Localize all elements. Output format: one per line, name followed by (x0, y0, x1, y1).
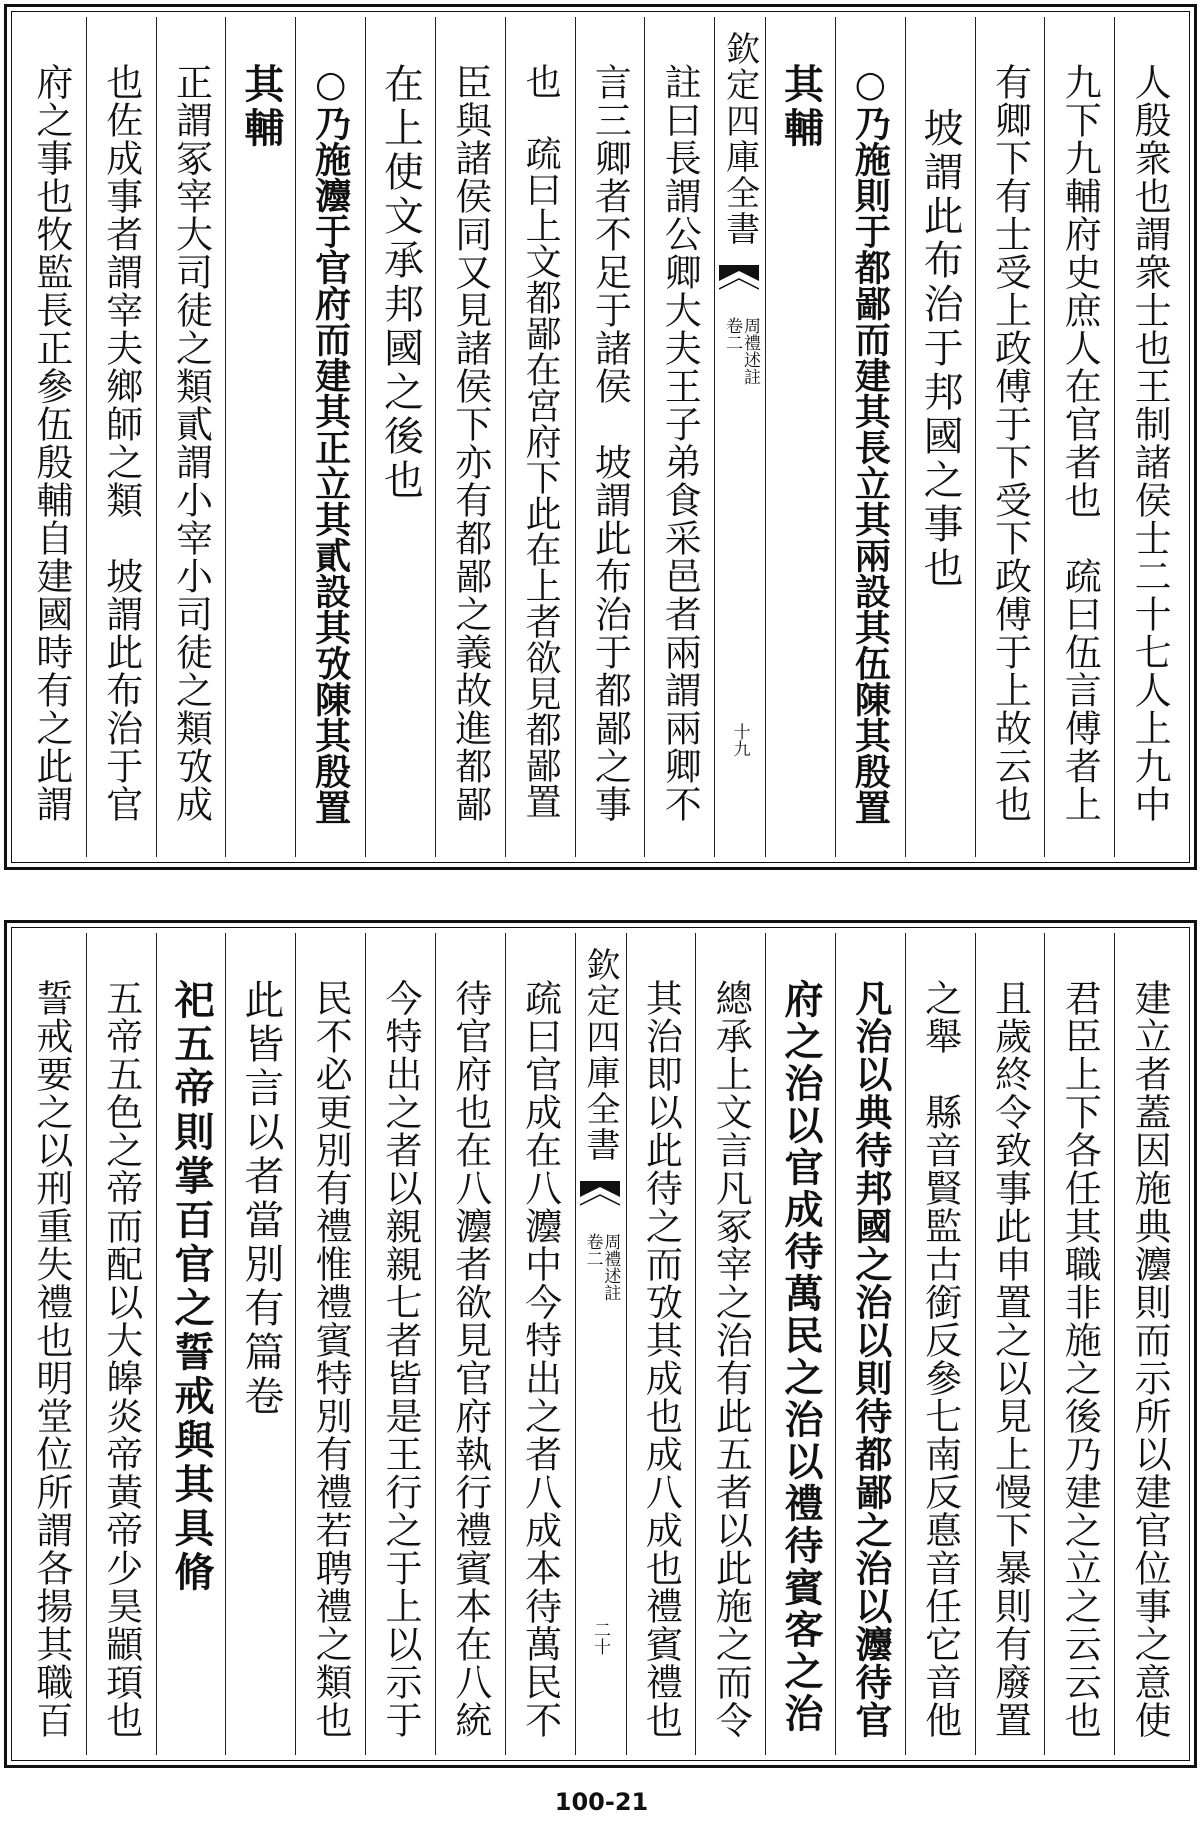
text-column (1044, 17, 1114, 857)
text-column (765, 933, 835, 1755)
book-title: 周禮述註 (739, 317, 760, 385)
column-text-main: 凡治以典待邦國之治以則待都鄙之治以灋待官 (848, 979, 893, 1739)
column-text: 總承上文言凡冢宰之治有此五者以此施之而令 (709, 979, 753, 1739)
column-text: 九下九輔府史庶人在官者也 疏曰伍言傅者上 (1058, 63, 1102, 823)
text-column (86, 17, 156, 857)
text-column (644, 17, 714, 857)
volume-label: 卷二 (722, 317, 743, 351)
column-text: 君臣上下各任其職非施之後乃建之立之云云也 (1058, 979, 1102, 1739)
column-text: 註曰長謂公卿大夫王子弟食采邑者兩謂兩卿不 (658, 63, 702, 823)
book-title-volume (583, 1233, 619, 1301)
text-column (17, 933, 86, 1755)
column-text: 今特出之者以親親七者皆是王行之于上以示于 (378, 979, 422, 1739)
text-column (575, 17, 645, 857)
lower-page-frame (4, 920, 1197, 1768)
collection-title: 欽定四庫全書 (580, 947, 620, 1163)
lower-columns (17, 933, 1184, 1755)
book-title-volume (722, 317, 758, 385)
text-column (905, 933, 975, 1755)
text-column (765, 17, 835, 857)
column-text: 待官府也在八灋者欲見官府執行禮賓本在八統 (448, 979, 492, 1739)
column-text: 且歲終令致事此申置之以見上慢下暴則有廢置 (988, 979, 1032, 1739)
text-column (295, 17, 365, 857)
column-text: 府之事也牧監長正參伍殷輔自建國時有之此謂 (29, 63, 73, 823)
column-text-main: 祀五帝則掌百官之誓戒與其具脩 (168, 979, 216, 1595)
column-text: 五帝五色之帝而配以大皞炎帝黃帝少昊顓頊也 (99, 979, 143, 1739)
text-column (626, 933, 696, 1755)
text-column (835, 933, 905, 1755)
page-number: 十九 (729, 723, 750, 757)
column-text-main: 府之治以官成待萬民之治以禮待賓客之治 (778, 979, 825, 1735)
text-column (86, 933, 156, 1755)
fish-tail-ornament-icon (719, 265, 759, 303)
column-text-main: 其輔 (237, 63, 285, 151)
text-column (435, 933, 505, 1755)
column-text: 也佐成事者謂宰夫鄉師之類 坡謂此布治于官 (99, 63, 143, 823)
page-number: 二十 (590, 1621, 610, 1655)
volume-label: 卷二 (582, 1233, 603, 1267)
column-text: 建立者蓋因施典灋則而示所以建官位事之意使 (1128, 979, 1172, 1739)
text-column (365, 17, 435, 857)
column-text: 誓戒要之以刑重失禮也明堂位所謂各揚其職百 (29, 979, 73, 1739)
text-column (835, 17, 905, 857)
text-column (505, 17, 575, 857)
column-text: 民不必更別有禮惟禮賓特別有禮若聘禮之類也 (309, 979, 353, 1739)
fish-mouth-center-column (714, 17, 765, 857)
text-column (505, 933, 575, 1755)
column-text: 在上使文承邦國之後也 (377, 63, 424, 503)
column-text: 坡謂此布治于邦國之事也 (917, 63, 964, 591)
text-column (17, 17, 86, 857)
text-column (225, 17, 295, 857)
text-column (1044, 933, 1114, 1755)
column-text: 之舉 縣音賢監古銜反參七南反悳音任它音他 (918, 979, 962, 1739)
text-column (975, 933, 1045, 1755)
text-column (295, 933, 365, 1755)
column-text-main: 其輔 (777, 63, 825, 151)
page-footer-number: 100-21 (554, 1788, 649, 1816)
text-column (695, 933, 765, 1755)
text-column (365, 933, 435, 1755)
column-text: 其治即以此待之而攷其成也成八成也禮賓禮也 (639, 979, 683, 1739)
text-column (225, 933, 295, 1755)
text-column (1114, 933, 1184, 1755)
upper-page-frame (4, 4, 1197, 870)
upper-columns (17, 17, 1184, 857)
column-text: 也 疏曰上文都鄙在宮府下此在上者欲見都鄙置 (520, 63, 562, 819)
fish-tail-ornament-icon (580, 1181, 620, 1219)
column-text: 人殷衆也謂衆士也王制諸侯士二十七人上九中 (1128, 63, 1172, 823)
text-column (435, 17, 505, 857)
text-column (905, 17, 975, 857)
text-column (156, 933, 226, 1755)
column-text-main: ○乃施則于都鄙而建其長立其兩設其伍陳其殷置 (849, 63, 892, 825)
column-text: 言三卿者不足于諸侯 坡謂此布治于都鄙之事 (588, 63, 632, 823)
column-text: 正謂冢宰大司徒之類貳謂小宰小司徒之類攷成 (169, 63, 213, 823)
text-column (975, 17, 1045, 857)
fish-mouth-center-column (575, 933, 626, 1755)
column-text-main: ○乃施灋于官府而建其正立其貳設其攷陳其殷置 (309, 63, 352, 825)
column-text: 疏曰官成在八灋中今特出之者八成本待萬民不 (518, 979, 562, 1739)
column-text: 此皆言以者當別有篇卷 (237, 979, 284, 1419)
book-title: 周禮述註 (600, 1233, 621, 1301)
collection-title: 欽定四庫全書 (719, 31, 760, 247)
text-column (1114, 17, 1184, 857)
column-text: 臣與諸侯同又見諸侯下亦有都鄙之義故進都鄙 (448, 63, 492, 823)
column-text: 有卿下有士受上政傅于下受下政傅于上故云也 (988, 63, 1032, 823)
text-column (156, 17, 226, 857)
